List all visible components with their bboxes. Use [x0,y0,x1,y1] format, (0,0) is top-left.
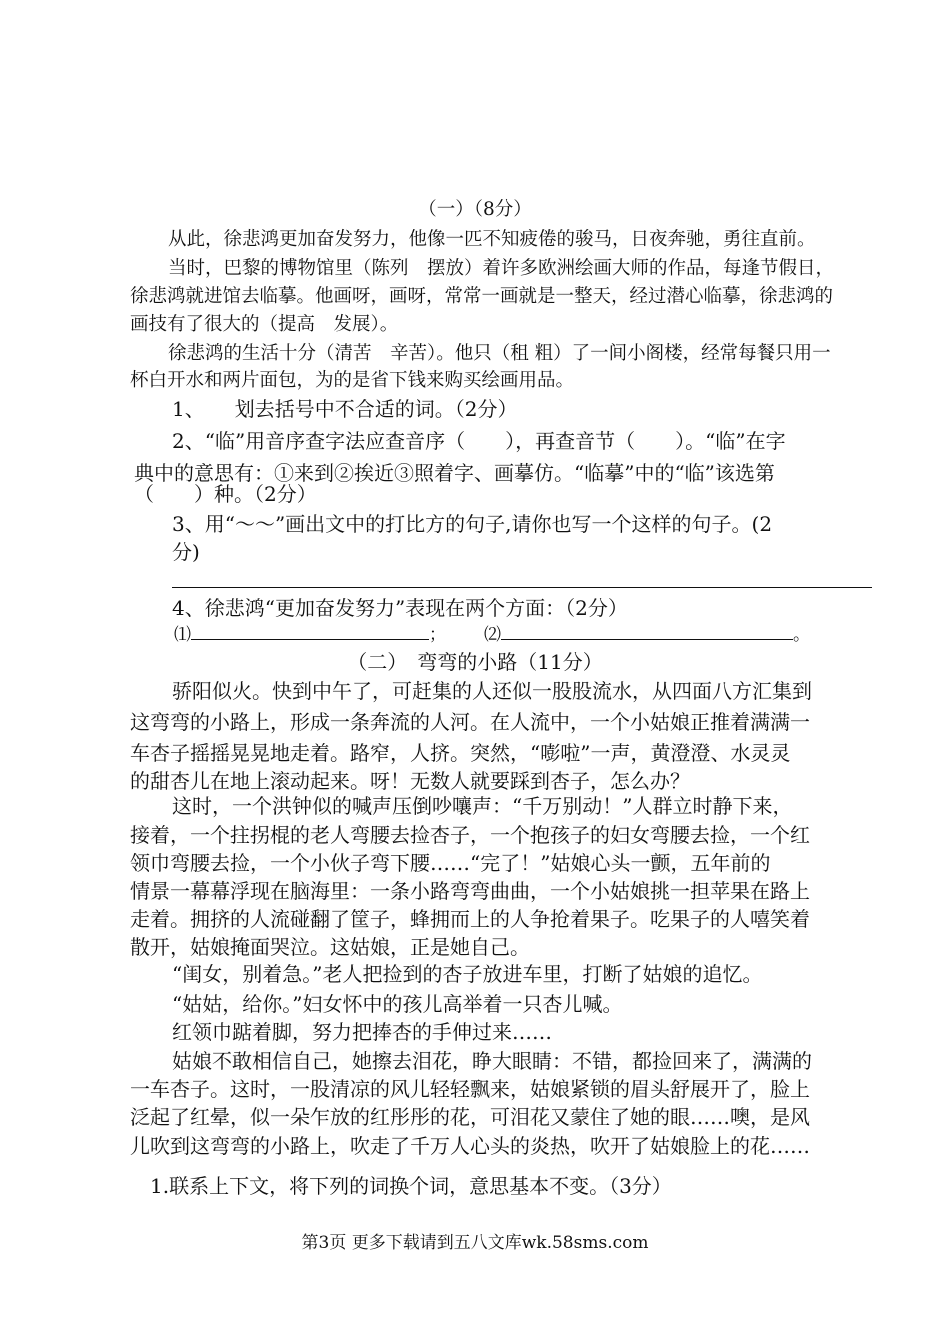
section2-heading: （二） 弯弯的小路（11分） [347,650,603,674]
question3-line2: 分) [172,540,200,564]
section1-para1: 从此，徐悲鸿更加奋发努力，他像一匹不知疲倦的骏马，日夜奔驰，勇往直前。 [168,229,816,250]
question1: 1、 划去括号中不合适的词。（2分） [172,397,518,421]
question4: 4、徐悲鸿“更加奋发努力”表现在两个方面：（2分） [172,596,628,620]
story-line: 这时，一个洪钟似的喊声压倒吵嚷声：“千万别动！”人群立时静下来， [172,794,793,818]
page-footer: 第3页 更多下载请到五八文库wk.58sms.com [301,1233,649,1253]
question4-blank-b[interactable] [501,621,793,640]
story-line: “闺女，别着急。”老人把捡到的杏子放进车里，打断了姑娘的追忆。 [172,962,763,986]
story-line: 领巾弯腰去捡，一个小伙子弯下腰……“完了！”姑娘心头一颤，五年前的 [130,851,771,875]
section1-para3-line2: 杯白开水和两片面包，为的是省下钱来购买绘画用品。 [130,370,575,391]
story-line: 姑娘不敢相信自己，她擦去泪花，睁大眼睛：不错，都捡回来了，满满的 [172,1049,812,1073]
story-line: 红领巾踮着脚，努力把捧杏的手伸过来…… [172,1020,552,1044]
story-line: 一车杏子。这时，一股清凉的风儿轻轻飘来，姑娘紧锁的眉头舒展开了，脸上 [130,1077,810,1101]
story-line: 骄阳似火。快到中午了，可赶集的人还似一股股流水，从四面八方汇集到 [172,679,812,703]
question4-end: 。 [793,625,810,645]
story-line: 接着，一个拄拐棍的老人弯腰去捡杏子，一个抱孩子的妇女弯腰去捡，一个红 [130,823,810,847]
question2-line1: 2、“临”用音序查字法应查音序（ ），再查音节（ ）。“临”在字 [172,429,786,453]
section1-para2-line3: 画技有了很大的（提高 发展）。 [130,314,399,335]
story-line: 走着。拥挤的人流碰翻了筐子，蜂拥而上的人争抢着果子。吃果子的人嘻笑着 [130,907,810,931]
question2-line3: （ ）种。（2分） [134,482,317,506]
question3-answer-line[interactable] [172,587,872,588]
section1-heading: （一）（8分） [418,199,532,220]
question2-line2: 典中的意思有：①来到②挨近③照着字、画摹仿。“临摹”中的“临”该选第 [134,461,775,485]
section1-para3-line1: 徐悲鸿的生活十分（清苦 辛苦）。他只（租 粗）了一间小阁楼，经常每餐只用一 [168,343,831,364]
section1-para2-line2: 徐悲鸿就进馆去临摹。他画呀，画呀，常常一画就是一整天，经过潜心临摹，徐悲鸿的 [130,286,834,307]
question4-blank-a[interactable] [191,621,429,640]
story-line: 散开，姑娘掩面哭泣。这姑娘，正是她自己。 [130,935,530,959]
question4-label-a: ⑴ [174,625,191,645]
question4-label-b: ⑵ [484,625,501,645]
story-line: 泛起了红晕，似一朵乍放的红彤彤的花，可泪花又蒙住了她的眼……噢，是风 [130,1105,810,1129]
story-line: 情景一幕幕浮现在脑海里：一条小路弯弯曲曲，一个小姑娘挑一担苹果在路上 [130,879,810,903]
story-line: 这弯弯的小路上，形成一条奔流的人河。在人流中，一个小姑娘正推着满满一 [130,710,810,734]
story-line: “姑姑，给你。”妇女怀中的孩儿高举着一只杏儿喊。 [172,992,623,1016]
section2-question1: 1.联系上下文，将下列的词换个词，意思基本不变。（3分） [150,1174,672,1198]
question4-answers [174,621,919,649]
question4-separator: ； [429,625,446,645]
story-line: 儿吹到这弯弯的小路上，吹走了千万人心头的炎热，吹开了姑娘脸上的花…… [130,1134,810,1158]
story-line: 车杏子摇摇晃晃地走着。路窄，人挤。突然，“嘭啦”一声，黄澄澄、水灵灵 [130,741,791,765]
story-line: 的甜杏儿在地上滚动起来。呀！无数人就要踩到杏子，怎么办？ [130,769,690,793]
section1-para2-line1: 当时，巴黎的博物馆里（陈列 摆放）着许多欧洲绘画大师的作品，每逢节假日， [168,258,835,279]
question3-line1: 3、用“～～”画出文中的打比方的句子,请你也写一个这样的句子。(2 [172,512,773,536]
